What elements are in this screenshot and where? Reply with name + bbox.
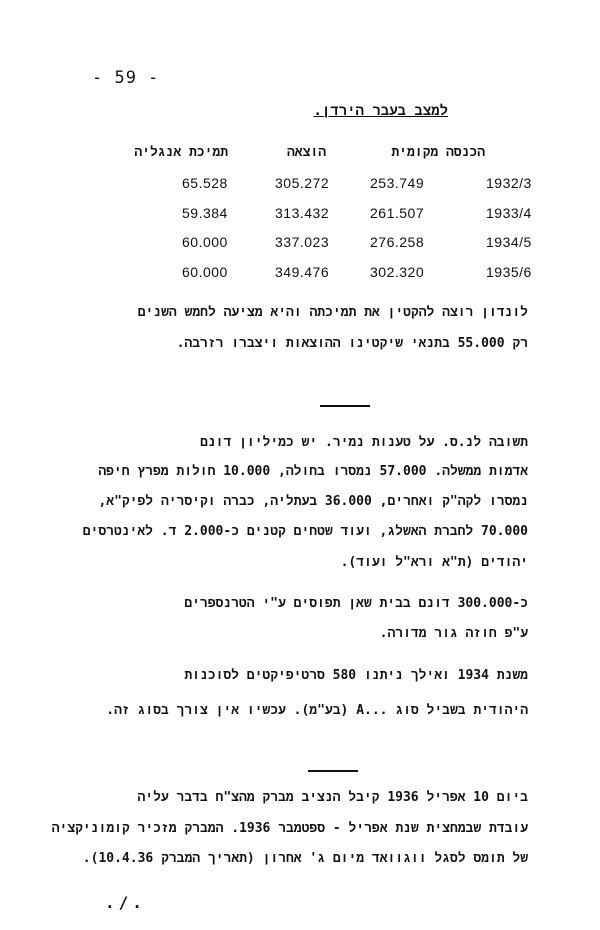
paragraph-line: היהודית בשביל סוג ...A (בע"מ). עכשיו אין צורך בסוג זה. (106, 703, 528, 718)
table-cell-support: 60.000 (182, 264, 228, 280)
table-cell-year: 1933/4 (486, 205, 532, 221)
paragraph-line: רק 55.000 בתנאי שיקטינו ההוצאות ויצברו רזרבה. (176, 336, 528, 351)
page-number: - 59 - (92, 68, 160, 88)
paragraph-line: 70.000 לחברת האשלג, ועוד שטחים קטנים כ-2.000 ד. לאינטרסים (82, 524, 528, 539)
paragraph-line: לונדון רוצה להקטין את תמיכתה והיא מציעה לחמש השנים (137, 305, 528, 320)
section-divider (308, 770, 358, 772)
column-header-income: הכנסה מקומית (391, 145, 485, 160)
continuation-mark: ./. (105, 893, 146, 912)
table-cell-income: 276.258 (370, 234, 425, 250)
paragraph-line: עובדת שבמחצית שנת אפריל - ספטמבר 1936. המברק מזכיר קומוניקציה (51, 821, 528, 836)
table-cell-expense: 337.023 (275, 234, 330, 250)
paragraph-line: תשובה לנ.ס. על טענות נמיר. יש כמיליון דונם (200, 435, 528, 450)
table-cell-expense: 313.432 (275, 205, 330, 221)
section-heading: למצב בעבר הירדן. (313, 103, 448, 119)
table-cell-income: 261.507 (370, 205, 425, 221)
table-cell-year: 1934/5 (486, 234, 532, 250)
paragraph-line: כ-300.000 דונם בבית שאן תפוסים ע"י הטרנספרים (184, 596, 528, 611)
column-header-support: תמיכת אנגליה (134, 145, 228, 160)
paragraph-line: משנת 1934 ואילך ניתנו 580 סרטיפיקטים לסוכנות (184, 668, 528, 683)
paragraph-line: נמסרו לקה"ק ואחרים, 36.000 בעתליה, כברה וקיסריה לפיק"א, (98, 494, 528, 509)
table-cell-support: 65.528 (182, 175, 228, 191)
table-cell-expense: 305.272 (275, 175, 330, 191)
paragraph-line: אדמות ממשלה. 57.000 נמסרו בחולה, 10.000 חולות מפרץ חיפה (98, 464, 528, 479)
table-cell-support: 59.384 (182, 205, 228, 221)
paragraph-line: יהודים (ת"א ורא"ל ועוד). (340, 555, 528, 570)
paragraph-line: של תומס לסגל ווגוואד מיום ג' אחרון (תאריך המברק 10.4.36). (82, 851, 528, 866)
column-header-expense: הוצאה (286, 145, 326, 160)
table-cell-income: 253.749 (370, 175, 425, 191)
table-cell-expense: 349.476 (275, 264, 330, 280)
table-cell-year: 1932/3 (486, 175, 532, 191)
table-cell-year: 1935/6 (486, 264, 532, 280)
section-divider (320, 405, 370, 407)
paragraph-line: ע"פ חוזה גור מדורה. (379, 626, 528, 641)
table-cell-income: 302.320 (370, 264, 425, 280)
paragraph-line: ביום 10 אפריל 1936 קיבל הנציב מברק מהצ"ח בדבר עליה (137, 790, 528, 805)
table-cell-support: 60.000 (182, 234, 228, 250)
